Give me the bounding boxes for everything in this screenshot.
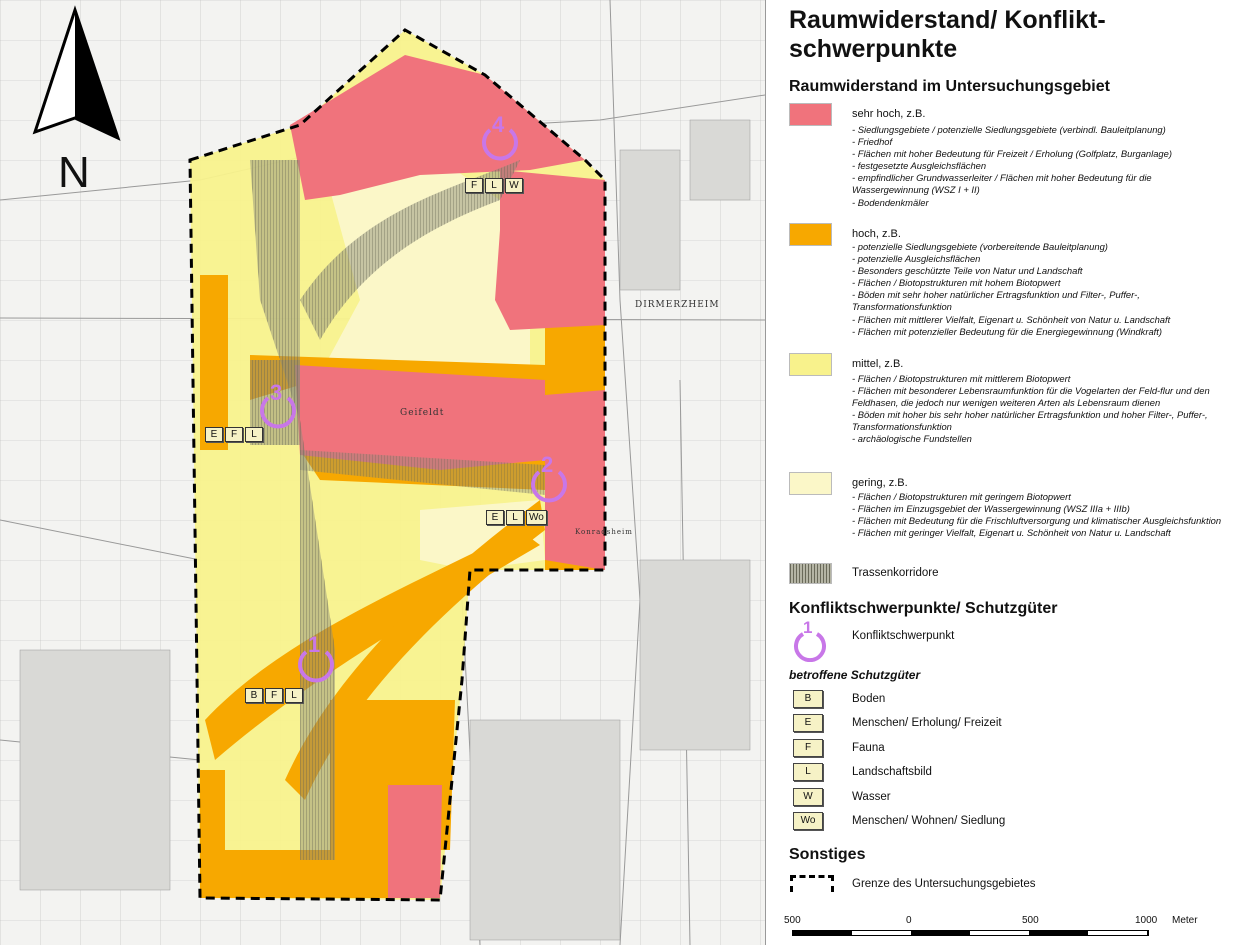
list-item: - festgesetzte Ausgleichsflächen — [852, 160, 1227, 172]
badge: L — [245, 427, 263, 442]
class-label-gering: gering, z.B. — [852, 477, 908, 489]
class-label-hoch: hoch, z.B. — [852, 228, 901, 240]
scale-bar-graphic — [792, 930, 1149, 936]
scale-label: 0 — [906, 915, 912, 926]
schutzgut-label-e: Menschen/ Erholung/ Freizeit — [852, 717, 1002, 729]
place-label-geifeldt: Geifeldt — [400, 408, 445, 418]
badge: L — [285, 688, 303, 703]
list-item: - Flächen im Einzugsgebiet der Wassergewinnung (WSZ IIIa + IIIb) — [852, 503, 1227, 515]
boundary-label: Grenze des Untersuchungsgebietes — [852, 878, 1036, 890]
swatch-trassenkorridore — [789, 563, 832, 584]
schutzgut-label-wo: Menschen/ Wohnen/ Siedlung — [852, 815, 1006, 827]
swatch-hoch — [789, 223, 832, 246]
konfliktschwerpunkt-number: 1 — [803, 618, 813, 637]
schutzgut-badge-e: E — [793, 714, 823, 732]
list-item: - Friedhof — [852, 136, 1227, 148]
list-item: - Bodendenkmäler — [852, 197, 1227, 209]
schutzgut-badge-w: W — [793, 788, 823, 806]
section-raumwiderstand-title: Raumwiderstand im Untersuchungsgebiet — [789, 78, 1110, 95]
class-label-mittel: mittel, z.B. — [852, 358, 904, 370]
scale-label: 500 — [784, 915, 801, 926]
schutzgut-label-l: Landschaftsbild — [852, 766, 932, 778]
list-item: - Flächen / Biotopstrukturen mit geringem Biotopwert — [852, 491, 1227, 503]
list-item: - Böden mit hoher bis sehr hoher natürlicher Ertragsfunktion und hoher Filter-, Puffer-, Transformationsfunktion — [852, 409, 1227, 433]
list-item: - potenzielle Ausgleichsflächen — [852, 253, 1227, 265]
badge: Wo — [526, 510, 547, 525]
corridor-label: Trassenkorridore — [852, 567, 939, 579]
class-items-sehr-hoch — [852, 124, 1227, 209]
list-item: - Flächen / Biotopstrukturen mit hohem Biotopwert — [852, 277, 1227, 289]
list-item: - Flächen / Biotopstrukturen mit mittlerem Biotopwert — [852, 373, 1227, 385]
list-item: - Flächen mit besonderer Lebensraumfunktion für die Vogelarten der Feld-flur und den Feldhasen, die jedoch nur wenigen weiteren Arten als Lebensraum dienen — [852, 385, 1227, 409]
list-item: - potenzielle Siedlungsgebiete (vorbereitende Bauleitplanung) — [852, 241, 1227, 253]
scale-label: 500 — [1022, 915, 1039, 926]
section-konflikt-title: Konfliktschwerpunkte/ Schutzgüter — [789, 600, 1058, 617]
list-item: - Flächen mit geringer Vielfalt, Eigenart u. Schönheit von Natur u. Landschaft — [852, 527, 1227, 539]
list-item: - Siedlungsgebiete / potenzielle Siedlungsgebiete (verbindl. Bauleitplanung) — [852, 124, 1227, 136]
legend-title: Raumwiderstand/ Konflikt-schwerpunkte — [789, 6, 1106, 63]
schutzgut-label-w: Wasser — [852, 791, 891, 803]
swatch-mittel — [789, 353, 832, 376]
schutzgut-label-b: Boden — [852, 693, 886, 705]
list-item: - archäologische Fundstellen — [852, 433, 1227, 445]
badge: L — [506, 510, 524, 525]
schutzgut-badge-wo: Wo — [793, 812, 823, 830]
schutzgut-label-f: Fauna — [852, 742, 885, 754]
conflict-point-3-number[interactable]: 3 — [270, 380, 283, 405]
badge: W — [505, 178, 523, 193]
scale-bar — [784, 915, 1212, 939]
legend-panel — [765, 0, 1234, 945]
conflict-point-2-badges — [486, 510, 547, 525]
section-sonstiges-title: Sonstiges — [789, 846, 866, 863]
badge: F — [225, 427, 243, 442]
schutzgut-badge-f: F — [793, 739, 823, 757]
konfliktschwerpunkt-label: Konfliktschwerpunkt — [852, 630, 955, 642]
affected-title: betroffene Schutzgüter — [789, 668, 921, 682]
swatch-sehr-hoch — [789, 103, 832, 126]
class-items-gering — [852, 491, 1227, 539]
place-label-dirmerzheim: DIRMERZHEIM — [635, 300, 720, 310]
badge: E — [486, 510, 504, 525]
scale-unit: Meter — [1172, 915, 1198, 926]
list-item: - Besonders geschützte Teile von Natur und Landschaft — [852, 265, 1227, 277]
north-label: N — [58, 148, 90, 197]
schutzgut-badge-b: B — [793, 690, 823, 708]
conflict-point-2-number[interactable]: 2 — [541, 452, 554, 477]
boundary-symbol — [790, 875, 834, 892]
badge: B — [245, 688, 263, 703]
list-item: - Flächen mit hoher Bedeutung für Freizeit / Erholung (Golfplatz, Burganlage) — [852, 148, 1227, 160]
conflict-point-4-badges — [465, 178, 523, 193]
place-label-konradsheim: Konradsheim — [575, 528, 633, 536]
list-item: - Böden mit sehr hoher natürlicher Ertragsfunktion und Filter-, Puffer-, Transformationsfunktion — [852, 289, 1227, 313]
badge: L — [485, 178, 503, 193]
class-label-sehr-hoch: sehr hoch, z.B. — [852, 108, 926, 120]
conflict-point-1-badges — [245, 688, 303, 703]
schutzgut-badge-l: L — [793, 763, 823, 781]
conflict-point-4-number[interactable]: 4 — [492, 112, 505, 137]
list-item: - Flächen mit mittlerer Vielfalt, Eigenart u. Schönheit von Natur u. Landschaft — [852, 314, 1227, 326]
class-items-hoch — [852, 241, 1227, 338]
badge: F — [265, 688, 283, 703]
class-items-mittel — [852, 373, 1227, 446]
conflict-point-3-badges — [205, 427, 263, 442]
scale-label: 1000 — [1135, 915, 1158, 926]
badge: F — [465, 178, 483, 193]
conflict-point-1-number[interactable]: 1 — [308, 632, 321, 657]
badge: E — [205, 427, 223, 442]
swatch-gering — [789, 472, 832, 495]
list-item: - empfindlicher Grundwasserleiter / Flächen mit hoher Bedeutung für die Wassergewinnung (WSZ I + II) — [852, 172, 1227, 196]
list-item: - Flächen mit potenzieller Bedeutung für die Energiegewinnung (Windkraft) — [852, 326, 1227, 338]
list-item: - Flächen mit Bedeutung für die Frischluftversorgung und klimatischer Ausgleichsfunktion — [852, 515, 1227, 527]
